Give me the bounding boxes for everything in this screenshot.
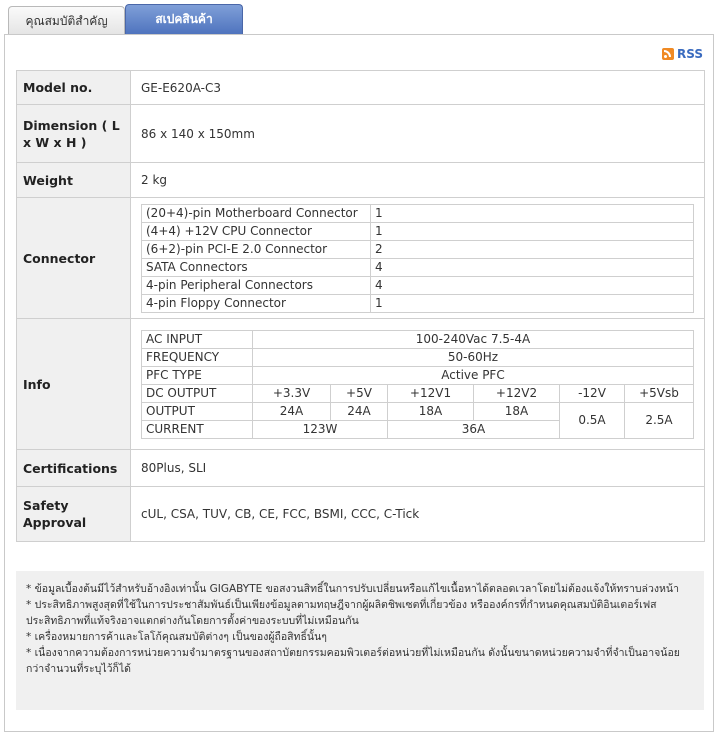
note-item: * ข้อมูลเบื้องต้นมีไว้สำหรับอ้างอิงเท่านั้น GIGABYTE ขอสงวนสิทธิ์ในการปรับเปลี่ยนหรือแก้ไขเนื้อหาได้ตลอดเวลาโดยไม่ต้องแจ้งให้ทราบล่วงหน้า [26, 583, 679, 595]
connector-count: 1 [371, 294, 694, 312]
info-row-output [142, 402, 694, 420]
connector-row [142, 294, 694, 312]
connector-count: 4 [371, 276, 694, 294]
tab-bar [4, 4, 716, 35]
connector-row [142, 258, 694, 276]
spec-panel [4, 34, 714, 732]
info-value-ac-input: 100-240Vac 7.5-4A [253, 330, 694, 348]
info-label-dc-output: DC OUTPUT [142, 384, 253, 402]
output-amps: 18A [474, 402, 560, 420]
note-item: * ประสิทธิภาพสูงสุดที่ใช้ในการประชาสัมพันธ์เป็นเพียงข้อมูลตามทฤษฎีจากผู้ผลิตชิพเซตที่เกี่ยวข้อง หรือองค์กรที่กำหนดคุณสมบัติอินเตอร์เฟส ประสิทธิภาพที่แท้จริงอาจแตกต่างกันโดยการตั้งค่าของระบบที่ไม่เหมือนกัน [26, 599, 657, 627]
spec-value-dimension: 86 x 140 x 150mm [131, 105, 705, 163]
info-value-frequency: 50-60Hz [253, 348, 694, 366]
spec-label-model: Model no. [17, 71, 131, 105]
info-row-pfc [142, 366, 694, 384]
output-amps: 18A [388, 402, 474, 420]
tab-specifications[interactable]: สเปคสินค้า [125, 4, 243, 35]
disclaimer-notes [16, 571, 704, 710]
connector-row [142, 204, 694, 222]
connector-count: 2 [371, 240, 694, 258]
info-row-frequency [142, 348, 694, 366]
spec-label-dimension: Dimension ( L x W x H ) [17, 105, 131, 163]
connector-name: (6+2)-pin PCI-E 2.0 Connector [142, 240, 371, 258]
spec-label-info: Info [17, 319, 131, 450]
info-label-current: CURRENT [142, 420, 253, 438]
rail-label: +3.3V [253, 384, 331, 402]
rss-icon [662, 48, 674, 60]
combined-output: 36A [388, 420, 560, 438]
connector-count: 1 [371, 222, 694, 240]
rail-label: +5Vsb [625, 384, 694, 402]
connector-count: 1 [371, 204, 694, 222]
info-label-output: OUTPUT [142, 402, 253, 420]
output-amps: 24A [253, 402, 331, 420]
spec-label-safety: Safety Approval [17, 487, 131, 542]
spec-value-weight: 2 kg [131, 163, 705, 198]
note-item: * เนื่องจากความต้องการหน่วยความจำมาตรฐานของสถาบัตยกรรมคอมพิวเตอร์ต่อหน่วยที่ไม่เหมือนกัน ดังนั้นขนาดหน่วยความจำที่จำเป็นอาจน้อยกว่าจำนวนที่ระบุไว้ก็ได้ [26, 647, 680, 675]
output-amps: 2.5A [625, 402, 694, 438]
output-amps: 0.5A [560, 402, 625, 438]
spec-row-dimension [17, 105, 705, 163]
rail-label: +5V [331, 384, 388, 402]
connector-row [142, 240, 694, 258]
rss-link[interactable] [662, 47, 703, 61]
info-value-pfc: Active PFC [253, 366, 694, 384]
info-label-ac-input: AC INPUT [142, 330, 253, 348]
spec-label-certifications: Certifications [17, 450, 131, 487]
spec-table [16, 70, 705, 542]
spec-value-info [131, 319, 705, 450]
connector-name: (20+4)-pin Motherboard Connector [142, 204, 371, 222]
rail-label: -12V [560, 384, 625, 402]
spec-row-connector [17, 198, 705, 319]
spec-value-model: GE-E620A-C3 [131, 71, 705, 105]
connector-name: 4-pin Peripheral Connectors [142, 276, 371, 294]
info-table [141, 330, 694, 439]
output-amps: 24A [331, 402, 388, 420]
spec-value-safety: cUL, CSA, TUV, CB, CE, FCC, BSMI, CCC, C-Tick [131, 487, 705, 542]
info-row-ac-input [142, 330, 694, 348]
note-item: * เครื่องหมายการค้าและโลโก้คุณสมบัติต่างๆ เป็นของผู้ถือสิทธิ์นั้นๆ [26, 631, 327, 643]
spec-value-certifications: 80Plus, SLI [131, 450, 705, 487]
rail-label: +12V2 [474, 384, 560, 402]
combined-output: 123W [253, 420, 388, 438]
connector-table [141, 204, 694, 313]
connector-row [142, 222, 694, 240]
spec-row-certifications [17, 450, 705, 487]
spec-row-weight [17, 163, 705, 198]
rss-label: RSS [677, 47, 703, 61]
spec-value-connector [131, 198, 705, 319]
connector-count: 4 [371, 258, 694, 276]
spec-row-model [17, 71, 705, 105]
spec-row-info [17, 319, 705, 450]
connector-name: 4-pin Floppy Connector [142, 294, 371, 312]
connector-name: SATA Connectors [142, 258, 371, 276]
connector-row [142, 276, 694, 294]
info-label-pfc: PFC TYPE [142, 366, 253, 384]
info-label-frequency: FREQUENCY [142, 348, 253, 366]
tab-key-features[interactable]: คุณสมบัติสำคัญ [8, 6, 125, 35]
spec-label-weight: Weight [17, 163, 131, 198]
info-row-dc-output [142, 384, 694, 402]
rail-label: +12V1 [388, 384, 474, 402]
connector-name: (4+4) +12V CPU Connector [142, 222, 371, 240]
spec-row-safety [17, 487, 705, 542]
spec-label-connector: Connector [17, 198, 131, 319]
